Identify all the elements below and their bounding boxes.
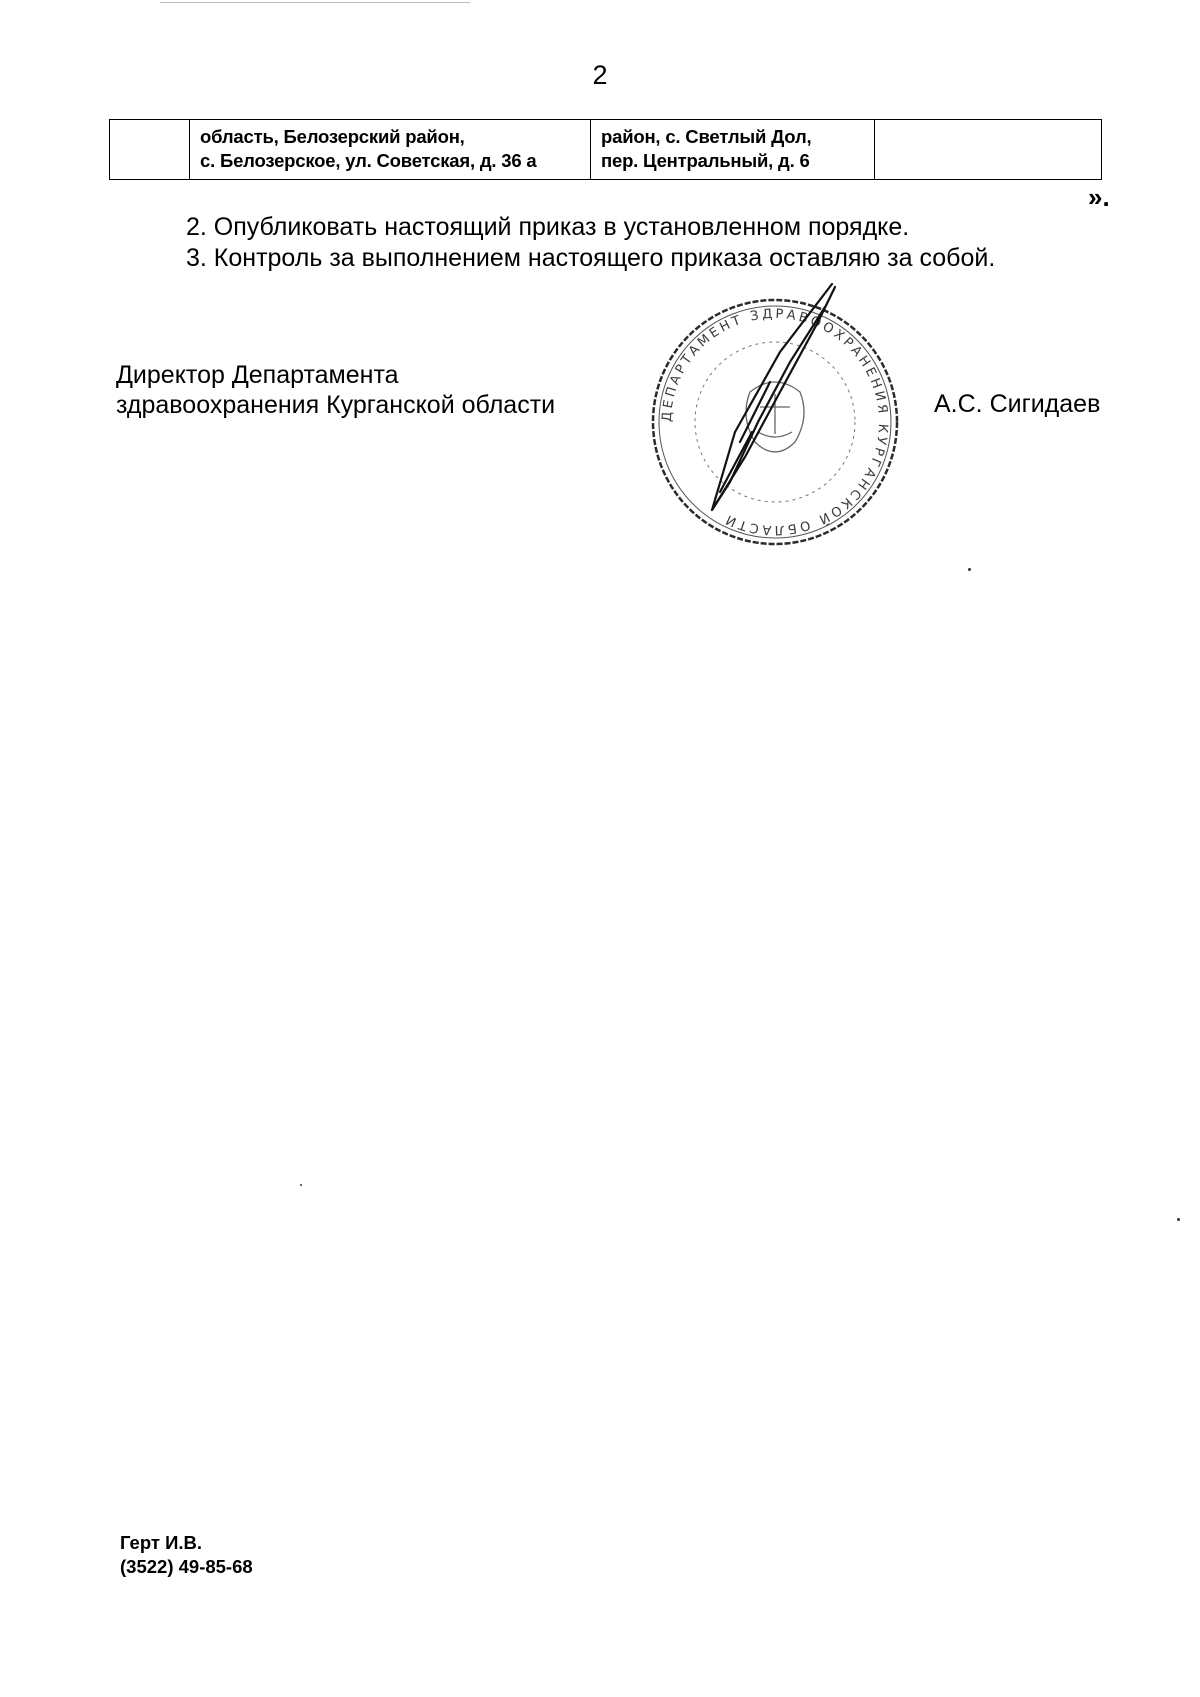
cell-line: пер. Центральный, д. 6 xyxy=(601,150,810,171)
table-cell-number xyxy=(110,120,190,180)
signatory-title-line-2: здравоохранения Курганской области xyxy=(116,391,556,419)
scan-speck xyxy=(1177,1218,1180,1221)
scan-edge-line xyxy=(160,2,470,3)
seal-text: ДЕПАРТАМЕНТ ЗДРАВООХРАНЕНИЯ КУРГАНСКОЙ ОБЛАСТИ xyxy=(659,306,891,538)
emblem-icon xyxy=(746,382,804,452)
table-cell-address-1 xyxy=(190,120,591,180)
order-item-2: 2. Опубликовать настоящий приказ в установленном порядке. xyxy=(186,213,910,241)
scan-speck xyxy=(300,1184,302,1186)
executor-phone: (3522) 49-85-68 xyxy=(120,1556,253,1577)
page-number: 2 xyxy=(592,60,608,90)
scan-speck xyxy=(968,568,971,571)
continuation-table xyxy=(109,119,1102,180)
signatory-title-line-1: Директор Департамента xyxy=(116,361,399,389)
table-row xyxy=(110,120,1102,180)
cell-line: с. Белозерское, ул. Советская, д. 36 а xyxy=(200,150,537,171)
cell-line: район, с. Светлый Дол, xyxy=(601,126,812,147)
table-cell-address-2 xyxy=(591,120,875,180)
cell-line: область, Белозерский район, xyxy=(200,126,465,147)
table-cell-empty xyxy=(875,120,1102,180)
closing-quote: ». xyxy=(1088,182,1110,212)
order-item-3: 3. Контроль за выполнением настоящего приказа оставляю за собой. xyxy=(186,244,996,272)
official-seal xyxy=(640,282,910,552)
signatory-name: А.С. Сигидаев xyxy=(934,390,1101,418)
executor-name: Герт И.В. xyxy=(120,1532,203,1553)
